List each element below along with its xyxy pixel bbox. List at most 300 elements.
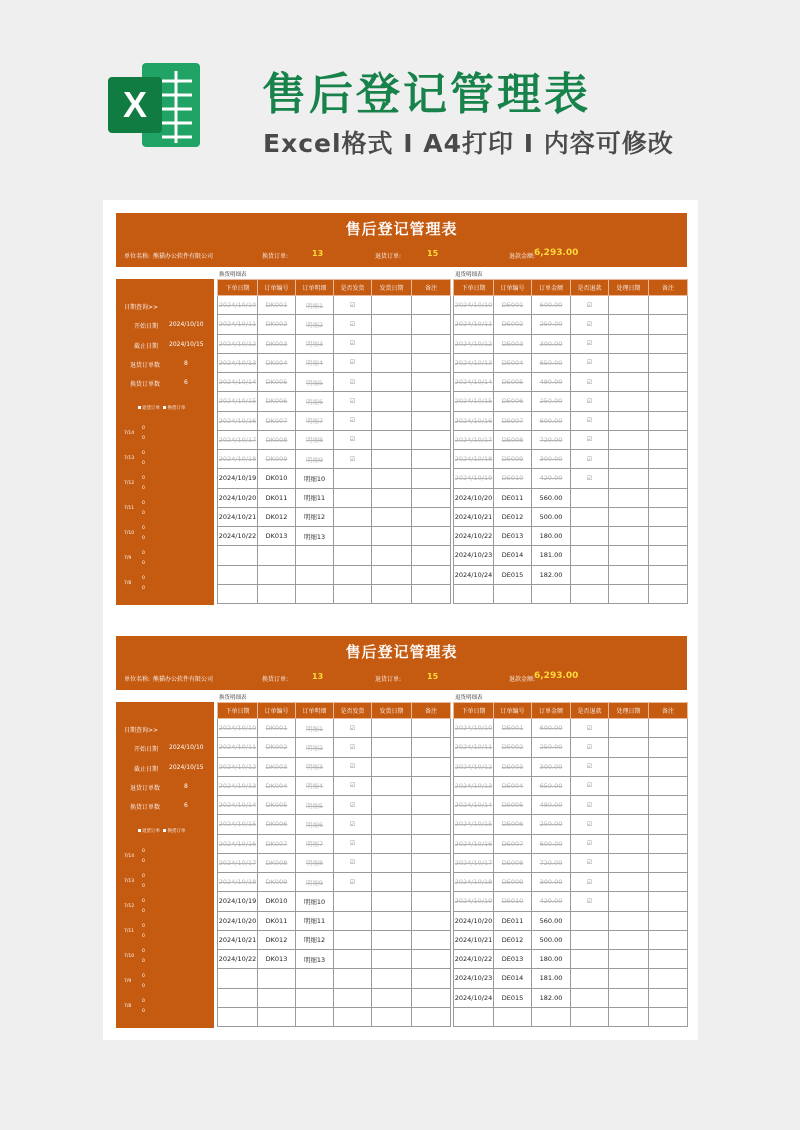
table-cell[interactable]: DK005 <box>258 796 296 815</box>
table-cell[interactable]: DK001 <box>258 719 296 738</box>
table-cell[interactable] <box>412 392 451 411</box>
table-cell[interactable] <box>649 507 688 526</box>
status-checkbox[interactable] <box>334 488 372 507</box>
status-checkbox[interactable]: ☑ <box>571 296 609 315</box>
table-cell[interactable]: DK002 <box>258 315 296 334</box>
table-cell[interactable] <box>412 353 451 372</box>
status-checkbox[interactable]: ☑ <box>334 776 372 795</box>
status-checkbox[interactable] <box>334 1007 372 1026</box>
table-cell[interactable] <box>372 853 412 872</box>
table-cell[interactable]: 2024/10/22 <box>454 527 494 546</box>
table-cell[interactable]: 明细9 <box>296 873 334 892</box>
table-cell[interactable]: DE014 <box>494 969 532 988</box>
status-checkbox[interactable] <box>334 950 372 969</box>
table-cell[interactable]: 2024/10/16 <box>218 411 258 430</box>
table-cell[interactable] <box>609 353 649 372</box>
status-checkbox[interactable] <box>571 584 609 603</box>
table-cell[interactable] <box>372 892 412 911</box>
table-cell[interactable]: DK004 <box>258 353 296 372</box>
status-checkbox[interactable]: ☑ <box>571 719 609 738</box>
table-cell[interactable]: 2024/10/11 <box>218 315 258 334</box>
table-cell[interactable]: 480.00 <box>532 373 571 392</box>
status-checkbox[interactable]: ☑ <box>571 392 609 411</box>
table-cell[interactable]: DK009 <box>258 873 296 892</box>
table-cell[interactable]: 600.00 <box>532 411 571 430</box>
table-cell[interactable] <box>649 796 688 815</box>
table-cell[interactable] <box>649 584 688 603</box>
table-cell[interactable] <box>649 988 688 1007</box>
table-cell[interactable] <box>649 546 688 565</box>
status-checkbox[interactable]: ☑ <box>334 353 372 372</box>
status-checkbox[interactable]: ☑ <box>571 411 609 430</box>
table-cell[interactable]: 2024/10/15 <box>454 392 494 411</box>
table-cell[interactable]: 2024/10/10 <box>454 719 494 738</box>
status-checkbox[interactable]: ☑ <box>571 757 609 776</box>
table-cell[interactable]: DE009 <box>494 450 532 469</box>
status-checkbox[interactable]: ☑ <box>571 469 609 488</box>
table-cell[interactable] <box>494 584 532 603</box>
table-cell[interactable] <box>412 584 451 603</box>
table-cell[interactable] <box>372 988 412 1007</box>
status-checkbox[interactable]: ☑ <box>334 738 372 757</box>
status-checkbox[interactable]: ☑ <box>334 334 372 353</box>
table-cell[interactable]: 300.00 <box>532 757 571 776</box>
table-cell[interactable] <box>412 950 451 969</box>
table-cell[interactable] <box>412 757 451 776</box>
table-cell[interactable]: DE006 <box>494 815 532 834</box>
status-checkbox[interactable] <box>334 507 372 526</box>
table-cell[interactable] <box>412 315 451 334</box>
table-cell[interactable]: 2024/10/14 <box>454 796 494 815</box>
table-cell[interactable]: DK002 <box>258 738 296 757</box>
table-cell[interactable]: 2024/10/18 <box>218 873 258 892</box>
table-cell[interactable]: 2024/10/23 <box>454 546 494 565</box>
table-cell[interactable]: 2024/10/14 <box>454 373 494 392</box>
table-cell[interactable] <box>412 776 451 795</box>
table-cell[interactable] <box>412 469 451 488</box>
table-cell[interactable]: 明细8 <box>296 853 334 872</box>
table-cell[interactable] <box>372 488 412 507</box>
table-cell[interactable]: 明细11 <box>296 911 334 930</box>
table-cell[interactable]: 明细7 <box>296 834 334 853</box>
table-cell[interactable] <box>649 873 688 892</box>
table-cell[interactable]: 2024/10/17 <box>454 853 494 872</box>
table-cell[interactable] <box>296 988 334 1007</box>
table-cell[interactable]: 2024/10/18 <box>218 450 258 469</box>
table-cell[interactable]: 明细6 <box>296 815 334 834</box>
table-cell[interactable]: DK012 <box>258 507 296 526</box>
table-cell[interactable] <box>609 392 649 411</box>
status-checkbox[interactable] <box>334 892 372 911</box>
table-cell[interactable]: 500.00 <box>532 507 571 526</box>
table-cell[interactable] <box>609 373 649 392</box>
table-cell[interactable]: DK013 <box>258 527 296 546</box>
table-cell[interactable] <box>649 469 688 488</box>
table-cell[interactable]: 2024/10/20 <box>454 911 494 930</box>
status-checkbox[interactable]: ☑ <box>334 373 372 392</box>
table-cell[interactable]: 明细5 <box>296 373 334 392</box>
table-cell[interactable]: DE015 <box>494 988 532 1007</box>
table-cell[interactable] <box>412 911 451 930</box>
table-cell[interactable]: 420.00 <box>532 469 571 488</box>
table-cell[interactable]: 250.00 <box>532 815 571 834</box>
table-cell[interactable] <box>296 1007 334 1026</box>
table-cell[interactable]: 650.00 <box>532 353 571 372</box>
table-cell[interactable] <box>532 1007 571 1026</box>
table-cell[interactable] <box>412 892 451 911</box>
table-cell[interactable]: 182.00 <box>532 988 571 1007</box>
table-cell[interactable] <box>649 430 688 449</box>
table-cell[interactable]: 2024/10/22 <box>454 950 494 969</box>
table-cell[interactable] <box>412 853 451 872</box>
status-checkbox[interactable]: ☑ <box>571 315 609 334</box>
table-cell[interactable]: 2024/10/20 <box>218 488 258 507</box>
table-cell[interactable]: 2024/10/14 <box>218 373 258 392</box>
table-cell[interactable] <box>372 738 412 757</box>
table-cell[interactable]: 明细8 <box>296 430 334 449</box>
status-checkbox[interactable] <box>571 969 609 988</box>
table-cell[interactable] <box>372 911 412 930</box>
table-cell[interactable]: 2024/10/11 <box>218 738 258 757</box>
table-cell[interactable] <box>372 776 412 795</box>
table-cell[interactable] <box>609 757 649 776</box>
table-cell[interactable] <box>609 834 649 853</box>
status-checkbox[interactable]: ☑ <box>334 796 372 815</box>
table-cell[interactable]: 2024/10/15 <box>454 815 494 834</box>
table-cell[interactable]: 明细9 <box>296 450 334 469</box>
table-cell[interactable]: 明细13 <box>296 527 334 546</box>
status-checkbox[interactable] <box>571 546 609 565</box>
table-cell[interactable]: 2024/10/13 <box>454 776 494 795</box>
table-cell[interactable]: 2024/10/12 <box>454 334 494 353</box>
table-cell[interactable] <box>412 296 451 315</box>
table-cell[interactable] <box>372 450 412 469</box>
status-checkbox[interactable]: ☑ <box>334 757 372 776</box>
table-cell[interactable]: 2024/10/22 <box>218 527 258 546</box>
table-cell[interactable] <box>412 873 451 892</box>
table-cell[interactable] <box>609 527 649 546</box>
table-cell[interactable]: DE001 <box>494 296 532 315</box>
table-cell[interactable] <box>609 969 649 988</box>
table-cell[interactable] <box>649 815 688 834</box>
table-cell[interactable]: DE010 <box>494 469 532 488</box>
table-cell[interactable]: 480.00 <box>532 796 571 815</box>
table-cell[interactable] <box>412 815 451 834</box>
table-cell[interactable]: 180.00 <box>532 527 571 546</box>
table-cell[interactable]: 2024/10/19 <box>218 892 258 911</box>
status-checkbox[interactable]: ☑ <box>571 873 609 892</box>
table-cell[interactable] <box>494 1007 532 1026</box>
table-cell[interactable] <box>258 546 296 565</box>
table-cell[interactable]: 明细3 <box>296 334 334 353</box>
table-cell[interactable]: DE007 <box>494 834 532 853</box>
table-cell[interactable]: DE004 <box>494 776 532 795</box>
table-cell[interactable]: 181.00 <box>532 546 571 565</box>
table-cell[interactable] <box>218 546 258 565</box>
status-checkbox[interactable]: ☑ <box>334 873 372 892</box>
table-cell[interactable] <box>372 565 412 584</box>
table-cell[interactable]: 2024/10/15 <box>218 392 258 411</box>
table-cell[interactable]: 2024/10/19 <box>454 469 494 488</box>
table-cell[interactable] <box>609 430 649 449</box>
table-cell[interactable] <box>412 988 451 1007</box>
table-cell[interactable] <box>649 334 688 353</box>
table-cell[interactable]: 560.00 <box>532 488 571 507</box>
table-cell[interactable]: 明细11 <box>296 488 334 507</box>
table-cell[interactable]: 2024/10/18 <box>454 873 494 892</box>
table-cell[interactable]: 2024/10/12 <box>218 757 258 776</box>
table-cell[interactable] <box>649 1007 688 1026</box>
table-cell[interactable]: 300.00 <box>532 450 571 469</box>
table-cell[interactable] <box>372 296 412 315</box>
table-cell[interactable]: DK007 <box>258 834 296 853</box>
table-cell[interactable]: 2024/10/16 <box>454 411 494 430</box>
status-checkbox[interactable]: ☑ <box>334 834 372 853</box>
table-cell[interactable]: DK009 <box>258 450 296 469</box>
table-cell[interactable] <box>454 1007 494 1026</box>
status-checkbox[interactable]: ☑ <box>571 834 609 853</box>
table-cell[interactable]: 明细6 <box>296 392 334 411</box>
end-date-input[interactable]: 2024/10/15 <box>169 341 204 348</box>
table-cell[interactable]: 2024/10/21 <box>218 930 258 949</box>
table-cell[interactable] <box>649 719 688 738</box>
table-cell[interactable] <box>412 334 451 353</box>
status-checkbox[interactable]: ☑ <box>571 373 609 392</box>
table-cell[interactable]: 560.00 <box>532 911 571 930</box>
table-cell[interactable]: DE015 <box>494 565 532 584</box>
start-date-input[interactable]: 2024/10/10 <box>169 744 204 751</box>
table-cell[interactable] <box>258 969 296 988</box>
status-checkbox[interactable] <box>334 969 372 988</box>
status-checkbox[interactable] <box>571 930 609 949</box>
table-cell[interactable]: 600.00 <box>532 296 571 315</box>
table-cell[interactable] <box>372 373 412 392</box>
table-cell[interactable]: 720.00 <box>532 853 571 872</box>
table-cell[interactable]: 2024/10/13 <box>218 353 258 372</box>
table-cell[interactable] <box>649 527 688 546</box>
table-cell[interactable]: DE002 <box>494 738 532 757</box>
table-cell[interactable] <box>649 392 688 411</box>
table-cell[interactable]: 明细12 <box>296 507 334 526</box>
table-cell[interactable] <box>609 315 649 334</box>
status-checkbox[interactable] <box>571 507 609 526</box>
table-cell[interactable]: 2024/10/20 <box>218 911 258 930</box>
table-cell[interactable]: 2024/10/24 <box>454 565 494 584</box>
table-cell[interactable]: 明细1 <box>296 296 334 315</box>
table-cell[interactable] <box>412 930 451 949</box>
table-cell[interactable]: DK008 <box>258 853 296 872</box>
status-checkbox[interactable]: ☑ <box>571 353 609 372</box>
table-cell[interactable] <box>372 796 412 815</box>
table-cell[interactable]: 2024/10/16 <box>454 834 494 853</box>
table-cell[interactable] <box>649 296 688 315</box>
table-cell[interactable]: DK011 <box>258 911 296 930</box>
table-cell[interactable]: DE003 <box>494 757 532 776</box>
table-cell[interactable] <box>258 1007 296 1026</box>
table-cell[interactable]: DK010 <box>258 892 296 911</box>
table-cell[interactable] <box>372 757 412 776</box>
table-cell[interactable]: DK003 <box>258 757 296 776</box>
table-cell[interactable] <box>372 430 412 449</box>
table-cell[interactable] <box>532 584 571 603</box>
table-cell[interactable] <box>372 815 412 834</box>
table-cell[interactable] <box>372 334 412 353</box>
table-cell[interactable] <box>372 950 412 969</box>
table-cell[interactable] <box>412 1007 451 1026</box>
table-cell[interactable]: 650.00 <box>532 776 571 795</box>
table-cell[interactable]: 明细4 <box>296 353 334 372</box>
table-cell[interactable]: 250.00 <box>532 392 571 411</box>
table-cell[interactable]: 明细2 <box>296 315 334 334</box>
table-cell[interactable]: 2024/10/13 <box>454 353 494 372</box>
table-cell[interactable] <box>412 969 451 988</box>
table-cell[interactable] <box>372 469 412 488</box>
table-cell[interactable]: 明细10 <box>296 892 334 911</box>
table-cell[interactable] <box>372 507 412 526</box>
table-cell[interactable]: DK007 <box>258 411 296 430</box>
status-checkbox[interactable] <box>334 911 372 930</box>
table-cell[interactable]: 181.00 <box>532 969 571 988</box>
table-cell[interactable]: 2024/10/24 <box>454 988 494 1007</box>
table-cell[interactable] <box>258 565 296 584</box>
table-cell[interactable]: DK006 <box>258 815 296 834</box>
table-cell[interactable]: DE006 <box>494 392 532 411</box>
table-cell[interactable] <box>649 353 688 372</box>
table-cell[interactable] <box>609 546 649 565</box>
table-cell[interactable]: DE010 <box>494 892 532 911</box>
table-cell[interactable] <box>609 507 649 526</box>
status-checkbox[interactable] <box>334 565 372 584</box>
table-cell[interactable] <box>609 796 649 815</box>
table-cell[interactable]: DK013 <box>258 950 296 969</box>
table-cell[interactable]: 2024/10/17 <box>218 853 258 872</box>
table-cell[interactable] <box>609 738 649 757</box>
table-cell[interactable] <box>649 315 688 334</box>
table-cell[interactable]: 300.00 <box>532 334 571 353</box>
table-cell[interactable] <box>649 892 688 911</box>
table-cell[interactable] <box>372 1007 412 1026</box>
status-checkbox[interactable] <box>571 950 609 969</box>
status-checkbox[interactable] <box>571 488 609 507</box>
table-cell[interactable]: 明细3 <box>296 757 334 776</box>
table-cell[interactable]: DE008 <box>494 430 532 449</box>
status-checkbox[interactable]: ☑ <box>334 719 372 738</box>
status-checkbox[interactable]: ☑ <box>334 853 372 872</box>
status-checkbox[interactable] <box>571 527 609 546</box>
table-cell[interactable] <box>412 450 451 469</box>
status-checkbox[interactable]: ☑ <box>571 738 609 757</box>
table-cell[interactable]: 600.00 <box>532 719 571 738</box>
table-cell[interactable]: 明细1 <box>296 719 334 738</box>
table-cell[interactable] <box>412 527 451 546</box>
table-cell[interactable] <box>454 584 494 603</box>
status-checkbox[interactable]: ☑ <box>571 334 609 353</box>
table-cell[interactable] <box>609 488 649 507</box>
table-cell[interactable] <box>372 719 412 738</box>
table-cell[interactable]: 明细2 <box>296 738 334 757</box>
table-cell[interactable]: 2024/10/12 <box>454 757 494 776</box>
table-cell[interactable] <box>296 584 334 603</box>
status-checkbox[interactable]: ☑ <box>334 450 372 469</box>
table-cell[interactable] <box>372 930 412 949</box>
table-cell[interactable] <box>649 488 688 507</box>
table-cell[interactable]: DK004 <box>258 776 296 795</box>
table-cell[interactable] <box>609 988 649 1007</box>
table-cell[interactable]: 2024/10/18 <box>454 450 494 469</box>
status-checkbox[interactable] <box>334 527 372 546</box>
table-cell[interactable] <box>609 334 649 353</box>
status-checkbox[interactable]: ☑ <box>334 315 372 334</box>
table-cell[interactable]: 明细10 <box>296 469 334 488</box>
table-cell[interactable] <box>372 411 412 430</box>
table-cell[interactable] <box>412 488 451 507</box>
status-checkbox[interactable]: ☑ <box>334 392 372 411</box>
table-cell[interactable] <box>609 776 649 795</box>
table-cell[interactable] <box>412 546 451 565</box>
table-cell[interactable] <box>609 584 649 603</box>
table-cell[interactable] <box>296 546 334 565</box>
status-checkbox[interactable]: ☑ <box>571 892 609 911</box>
table-cell[interactable] <box>372 353 412 372</box>
table-cell[interactable]: 2024/10/23 <box>454 969 494 988</box>
table-cell[interactable]: 明细13 <box>296 950 334 969</box>
table-cell[interactable] <box>218 988 258 1007</box>
table-cell[interactable] <box>372 392 412 411</box>
status-checkbox[interactable]: ☑ <box>571 430 609 449</box>
table-cell[interactable]: DE002 <box>494 315 532 334</box>
table-cell[interactable]: 明细12 <box>296 930 334 949</box>
table-cell[interactable]: DE014 <box>494 546 532 565</box>
table-cell[interactable]: 2024/10/15 <box>218 815 258 834</box>
status-checkbox[interactable] <box>334 930 372 949</box>
status-checkbox[interactable] <box>571 988 609 1007</box>
table-cell[interactable] <box>372 315 412 334</box>
status-checkbox[interactable]: ☑ <box>334 815 372 834</box>
status-checkbox[interactable]: ☑ <box>334 296 372 315</box>
table-cell[interactable] <box>649 776 688 795</box>
table-cell[interactable]: DK012 <box>258 930 296 949</box>
table-cell[interactable]: 明细5 <box>296 796 334 815</box>
table-cell[interactable]: DE001 <box>494 719 532 738</box>
status-checkbox[interactable] <box>571 565 609 584</box>
table-cell[interactable]: 2024/10/21 <box>454 930 494 949</box>
table-cell[interactable] <box>412 411 451 430</box>
table-cell[interactable] <box>609 892 649 911</box>
status-checkbox[interactable]: ☑ <box>334 411 372 430</box>
table-cell[interactable] <box>412 719 451 738</box>
table-cell[interactable]: 2024/10/16 <box>218 834 258 853</box>
table-cell[interactable]: DE013 <box>494 950 532 969</box>
table-cell[interactable]: 2024/10/19 <box>454 892 494 911</box>
table-cell[interactable]: DE009 <box>494 873 532 892</box>
table-cell[interactable]: DK011 <box>258 488 296 507</box>
table-cell[interactable]: 2024/10/13 <box>218 776 258 795</box>
table-cell[interactable] <box>412 373 451 392</box>
table-cell[interactable] <box>412 796 451 815</box>
table-cell[interactable]: DK008 <box>258 430 296 449</box>
table-cell[interactable]: 250.00 <box>532 315 571 334</box>
table-cell[interactable]: DE011 <box>494 488 532 507</box>
table-cell[interactable]: 明细7 <box>296 411 334 430</box>
table-cell[interactable]: DE007 <box>494 411 532 430</box>
status-checkbox[interactable]: ☑ <box>571 853 609 872</box>
table-cell[interactable] <box>372 546 412 565</box>
table-cell[interactable] <box>609 853 649 872</box>
table-cell[interactable]: DE011 <box>494 911 532 930</box>
table-cell[interactable] <box>649 450 688 469</box>
table-cell[interactable]: DE008 <box>494 853 532 872</box>
table-cell[interactable]: DK010 <box>258 469 296 488</box>
